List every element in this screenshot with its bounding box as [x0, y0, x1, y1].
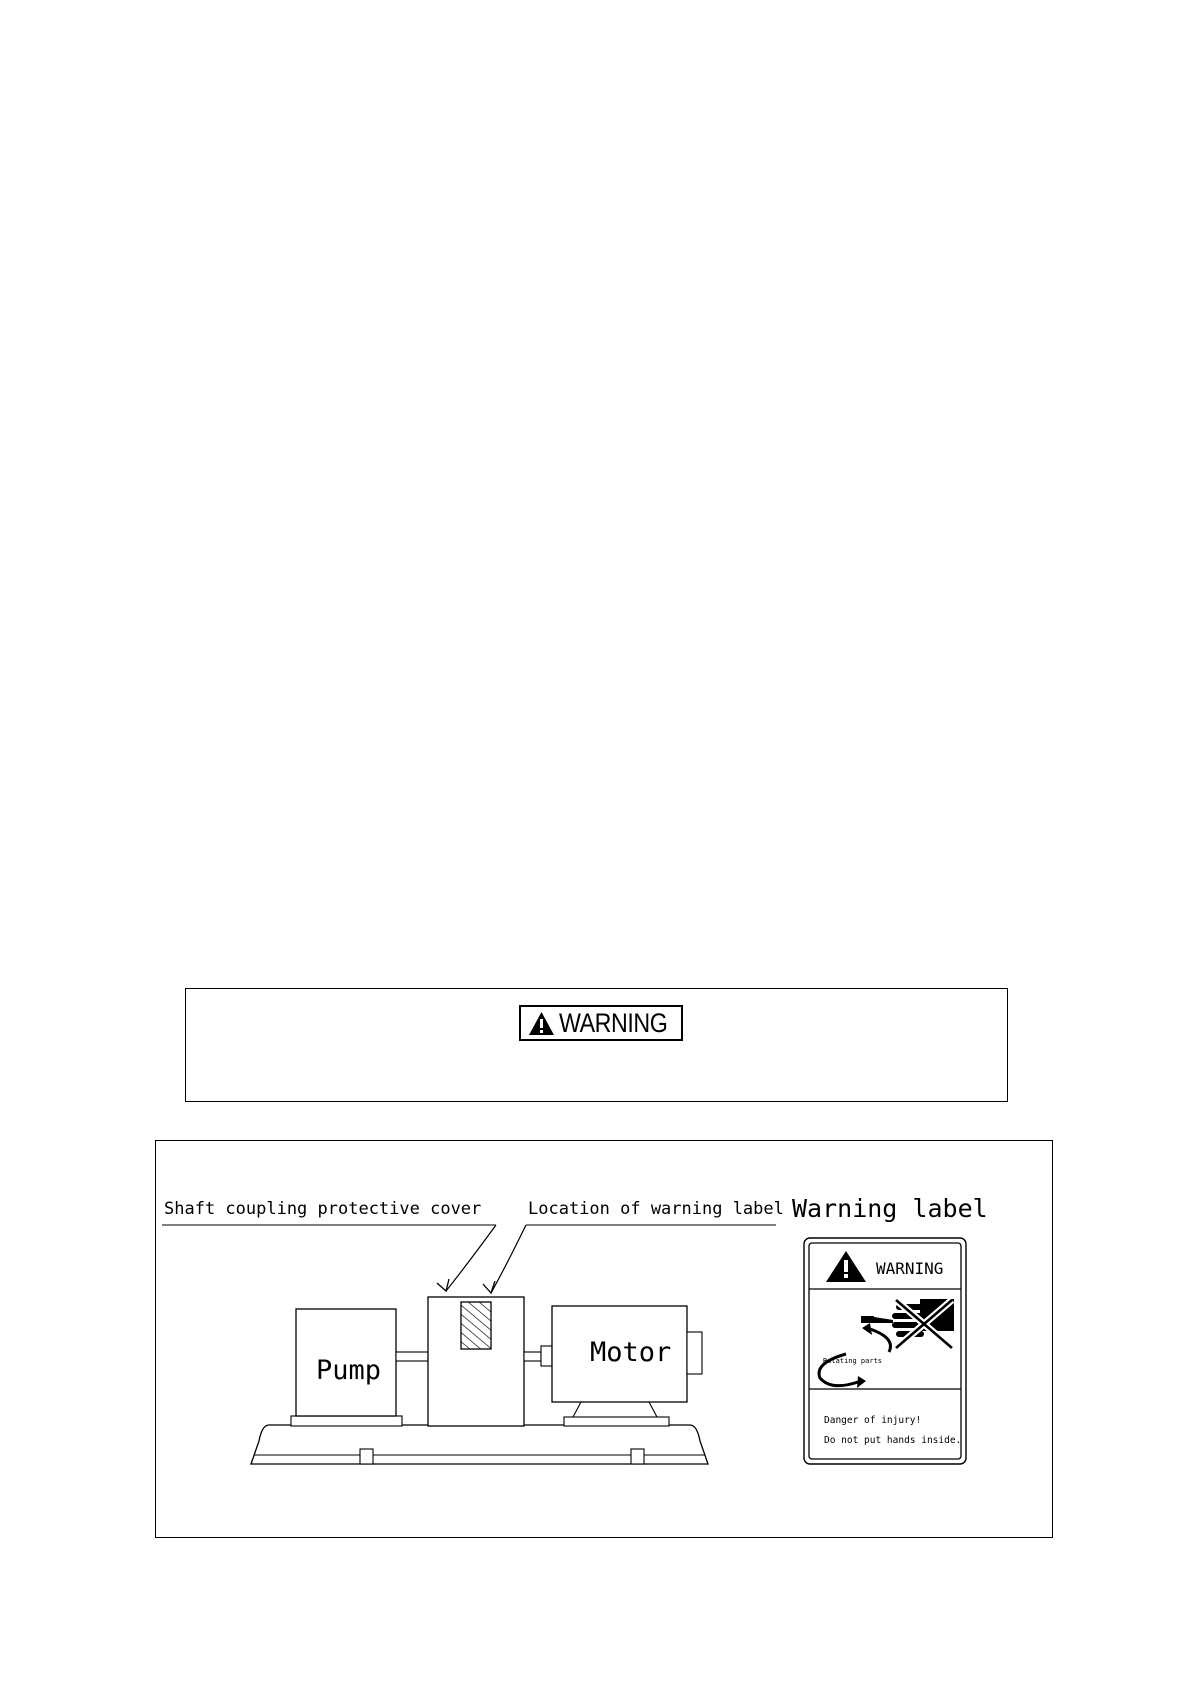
pump-motor-diagram: [156, 1141, 1054, 1539]
leader-line-cover: [446, 1225, 496, 1291]
warning-badge-label: WARNING: [558, 1007, 667, 1038]
motor-leg-left: [573, 1402, 581, 1417]
base-foot-right: [631, 1449, 644, 1464]
base-foot-left: [360, 1449, 373, 1464]
figure-box: [155, 1140, 1053, 1538]
motor-mount: [564, 1417, 669, 1426]
warning-label-sign: [804, 1238, 966, 1464]
warning-label-title: Warning label: [792, 1194, 988, 1223]
warning-triangle-icon: [528, 1011, 555, 1036]
pump-label: Pump: [316, 1355, 382, 1386]
leader-arrowhead-label: [483, 1281, 495, 1293]
motor-label: Motor: [590, 1337, 672, 1368]
warning-notice-box: [185, 988, 1008, 1102]
rotating-parts-caption: Rotating parts: [823, 1357, 883, 1365]
callout-label-location: Location of warning label: [528, 1199, 784, 1219]
sign-text-line2: Do not put hands inside.: [824, 1435, 962, 1446]
warning-label-location: [461, 1302, 491, 1349]
sign-warning-header: WARNING: [876, 1259, 944, 1278]
shaft-left: [396, 1352, 428, 1361]
motor-shaft-collar: [541, 1346, 552, 1366]
shaft-right: [524, 1352, 541, 1361]
motor-end-cap: [687, 1332, 702, 1374]
pump-mount: [291, 1416, 402, 1426]
warning-badge: [519, 1005, 683, 1041]
leader-line-label: [491, 1225, 526, 1293]
callout-shaft-cover: Shaft coupling protective cover: [164, 1199, 482, 1219]
motor-leg-right: [649, 1402, 657, 1417]
sign-text-line1: Danger of injury!: [824, 1415, 922, 1426]
